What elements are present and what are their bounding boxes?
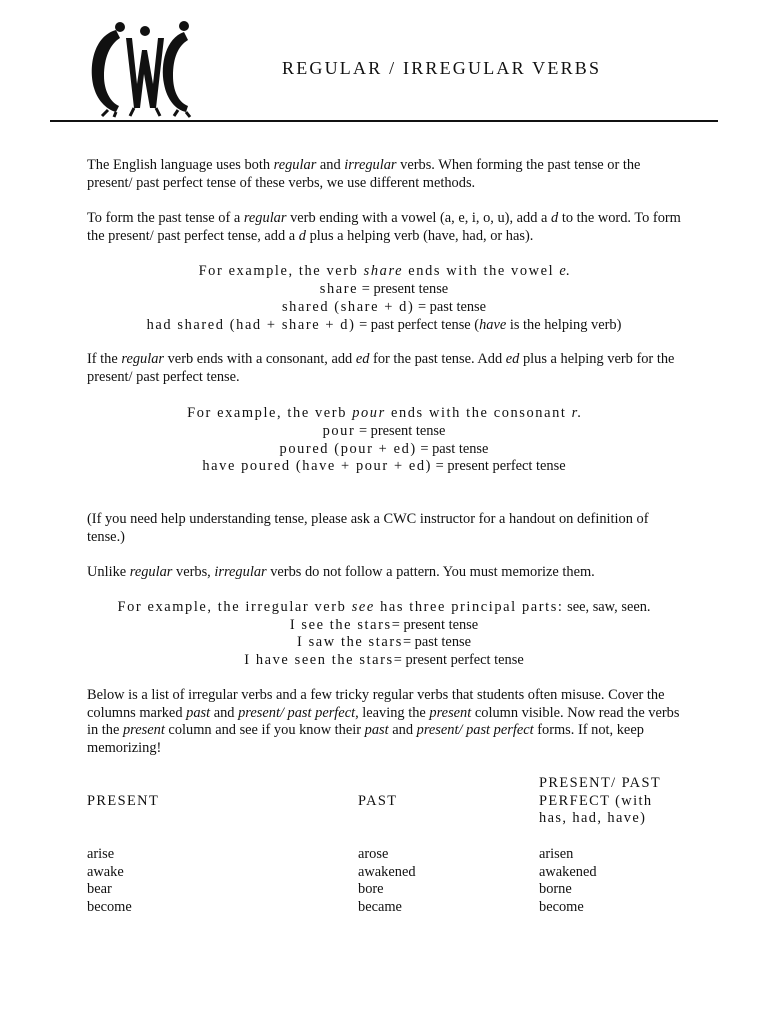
tense-help-paragraph: (If you need help understanding tense, please ask a CWC instructor for a handout on definition of tense.) [87, 511, 649, 545]
table-cell-present: arise [87, 846, 115, 862]
perfect-column [539, 846, 597, 916]
table-cell-perfect: arisen [539, 846, 574, 862]
column-header-present: PRESENT [87, 793, 160, 809]
page-title: REGULAR / IRREGULAR VERBS [282, 58, 602, 78]
unlike-paragraph: Unlike regular verbs, irregular verbs do not follow a pattern. You must memorize them. [87, 564, 595, 580]
present-column [87, 846, 132, 916]
column-header-perfect: PRESENT/ PAST PERFECT (with has, had, have) [539, 775, 662, 826]
column-header-past: PAST [358, 793, 398, 809]
header-divider [50, 120, 718, 122]
table-cell-present: bear [87, 881, 112, 897]
cwc-logo [86, 18, 198, 118]
example-see-line: I have seen the stars= present perfect tense [244, 652, 524, 668]
table-cell-present: become [87, 898, 132, 915]
table-cell-past: awakened [358, 863, 416, 880]
table-cell-past: became [358, 898, 402, 915]
example-pour-line: pour = present tense [322, 423, 446, 439]
example-see-line: I saw the stars= past tense [297, 634, 471, 650]
example-see-line: I see the stars= present tense [289, 617, 479, 633]
example-pour-line: have poured (have + pour + ed) = present perfect tense [202, 458, 566, 474]
intro-paragraph: The English language uses both regular and irregular verbs. When forming the past tense or the present/ past perfect tense of these verbs, we use different methods. [87, 157, 641, 191]
example-pour-intro: For example, the verb pour ends with the consonant r. [187, 405, 581, 421]
regular-consonant-paragraph: If the regular verb ends with a consonant, add ed for the past tense. Add ed plus a helping verb for the present/ past perfect tense. [87, 351, 675, 385]
example-share-line: had shared (had + share + d) = past perfect tense (have is the helping verb) [146, 317, 622, 333]
instructions-paragraph: Below is a list of irregular verbs and a few tricky regular verbs that students often misuse. Cover the columns marked past and present/ past perfect, leaving the present column visible. Now read the verbs in the present column and see if you know their past and present/ past perfect forms. If not, keep memorizing! [87, 687, 680, 756]
regular-vowel-paragraph: To form the past tense of a regular verb ending with a vowel (a, e, i, o, u), add a d to the word. To form the present/ past perfect tense, add a d plus a helping verb (have, had, or has). [87, 210, 681, 244]
table-cell-perfect: become [539, 898, 584, 915]
example-share-line: share = present tense [319, 281, 449, 297]
example-share-line: shared (share + d) = past tense [281, 299, 487, 315]
table-cell-perfect: borne [539, 881, 572, 897]
example-share-intro: For example, the verb share ends with the vowel e. [198, 263, 570, 279]
table-cell-past: bore [358, 881, 384, 897]
example-pour-line: poured (pour + ed) = past tense [279, 441, 489, 457]
example-see-intro: For example, the irregular verb see has three principal parts: see, saw, seen. [117, 599, 651, 615]
table-cell-perfect: awakened [539, 863, 597, 880]
table-cell-past: arose [358, 846, 389, 862]
past-column [358, 846, 416, 916]
table-cell-present: awake [87, 863, 124, 880]
